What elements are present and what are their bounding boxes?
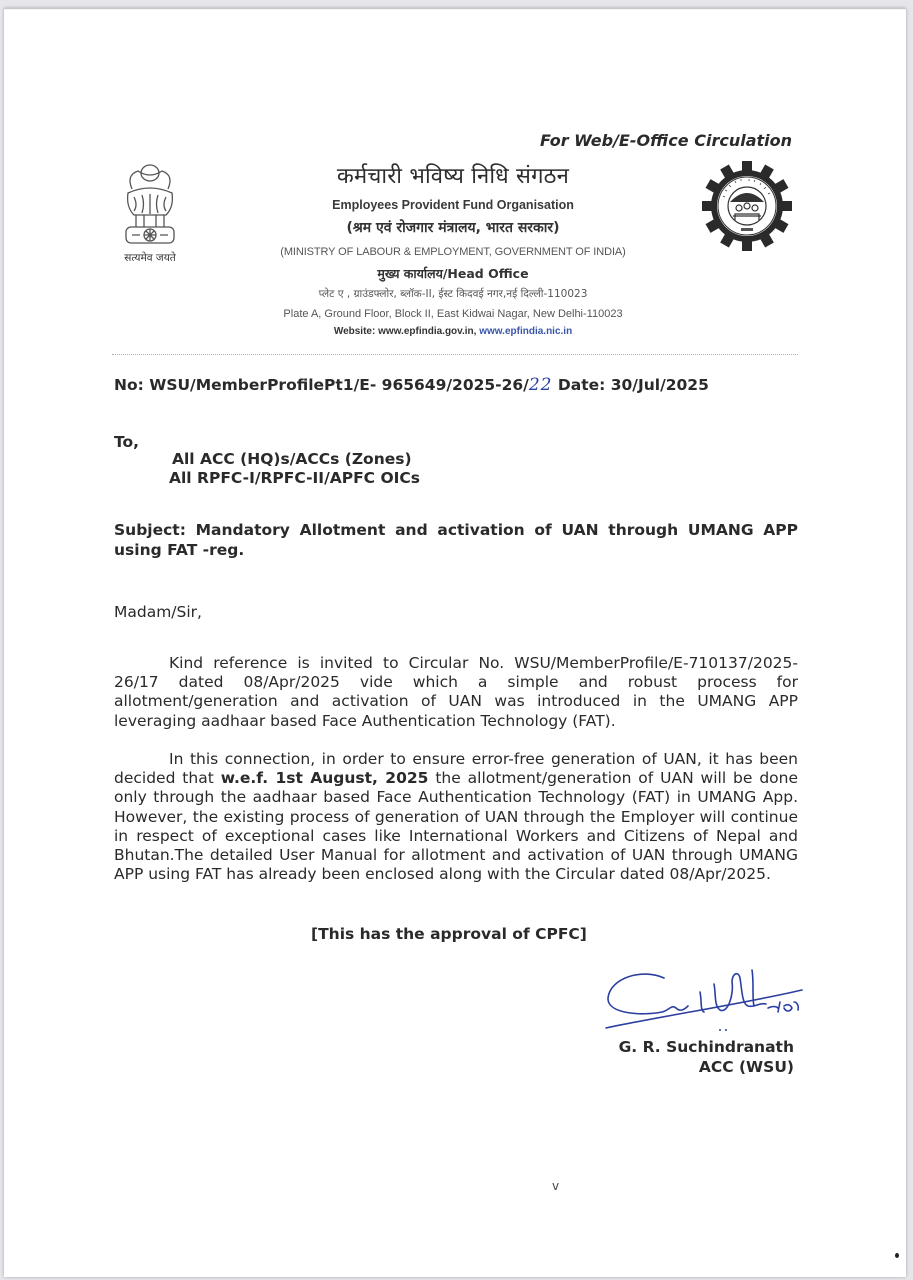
to-label: To, [114, 433, 140, 451]
salutation: Madam/Sir, [114, 603, 202, 621]
paragraph-text-end: the allotment/generation of UAN will be done only through the aadhaar based Face Authentication Technology (FAT) in UMANG App. However, the existing process of generation of UAN through the Employer will continue in respect of exceptional cases like International Workers and Citizens of Nepal and Bhutan.The detailed User Manual for allotment and activation of UAN through UMANG APP using FAT has already been enclosed along with the Circular dated 08/Apr/2025. [114, 769, 798, 884]
letterhead [240, 161, 666, 339]
body-paragraph-1 [114, 654, 798, 731]
effective-date-emphasis: w.e.f. 1st August, 2025 [220, 769, 429, 788]
website-link-nic[interactable]: www.epfindia.nic.in [479, 326, 573, 337]
website-label: Website: [333, 326, 379, 337]
national-emblem-icon [112, 159, 188, 269]
paragraph-text: Kind reference is invited to Circular No. WSU/MemberProfile/E-710137/2025-26/17 dated 08/Apr/2025 vide which a simple and robust process for allotment/generation and activation of UAN was introduced in the UMANG APP leveraging aadhaar based Face Authentication Technology (FAT). [114, 654, 798, 730]
header-divider [112, 354, 798, 355]
subject-line: Subject: Mandatory Allotment and activation of UAN through UMANG APP using FAT -reg. [114, 521, 798, 559]
paragraph-text-start: In this connection, in order to ensure error-free generation of UAN, it has been decided that [114, 750, 798, 788]
ministry-hindi: (श्रम एवं रोजगार मंत्रालय, भारत सरकार) [346, 220, 560, 236]
ministry-english: (MINISTRY OF LABOUR & EMPLOYMENT, GOVERNMENT OF INDIA) [280, 246, 626, 258]
recipient-line: All RPFC-I/RPFC-II/APFC OICs [169, 469, 420, 487]
stray-dot [895, 1253, 899, 1258]
signer-designation: ACC (WSU) [698, 1058, 794, 1076]
recipient-line: All ACC (HQ)s/ACCs (Zones) [172, 450, 412, 468]
circular-page [4, 8, 906, 1277]
org-name-english: Employees Provident Fund Organisation [332, 198, 574, 212]
body-paragraph-2 [114, 750, 798, 884]
address-english: Plate A, Ground Floor, Block II, East Kidwai Nagar, New Delhi-110023 [283, 308, 623, 320]
reference-number [114, 375, 709, 395]
address-hindi: प्लेट ए , ग्राउंडफ्लोर, ब्लॉक-II, ईस्ट किदवई नगर,नई दिल्ली-110023 [318, 288, 588, 300]
head-office-label: मुख्य कार्यालय/Head Office [377, 266, 529, 281]
website-link-gov[interactable]: www.epfindia.gov.in, [378, 326, 480, 337]
approval-note: [This has the approval of CPFC] [311, 925, 587, 943]
website-line [240, 325, 666, 339]
circulation-tag: For Web/E-Office Circulation [540, 131, 792, 150]
paragraph-text [114, 750, 798, 884]
signature-icon [602, 964, 807, 1042]
stray-mark: v [552, 1179, 560, 1193]
reference-prefix: No: WSU/MemberProfilePt1/E- 965649/2025-26/ [114, 376, 529, 394]
emblem-motto: सत्यमेव जयते [124, 252, 176, 264]
signer-name: G. R. Suchindranath [618, 1038, 794, 1056]
reference-date: Date: 30/Jul/2025 [552, 376, 709, 394]
org-name-hindi: कर्मचारी भविष्य निधि संगठन [336, 164, 570, 189]
handwritten-serial: 22 [528, 375, 553, 395]
epfo-logo-icon [698, 161, 796, 251]
